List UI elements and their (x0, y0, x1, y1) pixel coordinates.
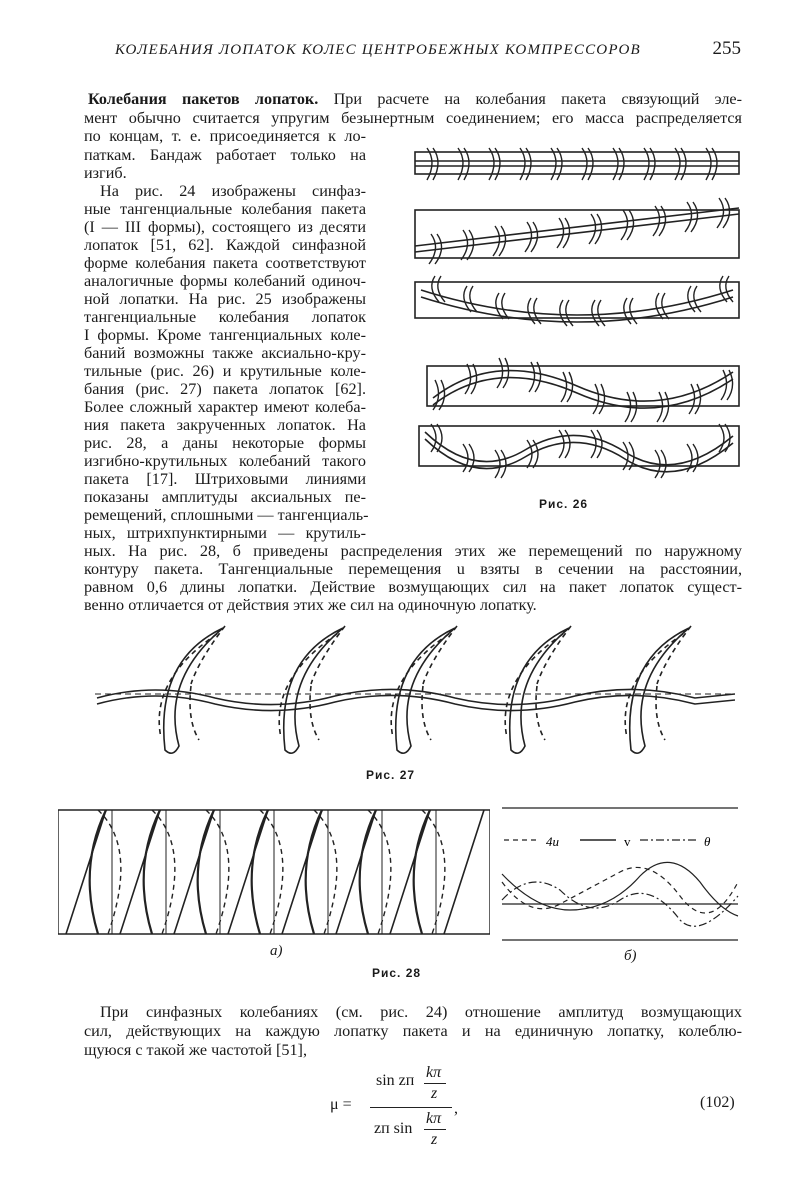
paragraph-line: При синфазных колебаниях (см. рис. 24) отношение амплитуд возмущающих (100, 1003, 742, 1021)
formula-denominator-frac-bar (424, 1129, 446, 1130)
figure-28-caption: Рис. 28 (372, 966, 422, 980)
paragraph-line: пакета [17]. Штриховыми линиями (84, 470, 366, 488)
legend-v-label: v (624, 834, 631, 849)
legend-u-label: 4u (546, 834, 559, 849)
paragraph-line: изгиб. (84, 164, 127, 182)
formula-trailing: , (454, 1100, 458, 1117)
formula-numerator-frac-top: kπ (426, 1064, 442, 1081)
formula-lhs: μ = (330, 1096, 352, 1113)
paragraph-line: рис. 28, а даны некоторые формы (84, 434, 366, 452)
paragraph-line: ные тангенциальные колебания пакета (84, 200, 366, 218)
paragraph-line: по концам, т. е. присоединяется к ло- (84, 127, 366, 145)
paragraph-line: баний возможны также аксиально-кру- (84, 344, 366, 362)
figure-26 (405, 140, 750, 485)
paragraph-line: паткам. Бандаж работает только на (84, 146, 366, 164)
formula-denominator-frac-top: kπ (426, 1110, 442, 1127)
paragraph-line: На рис. 24 изображены синфаз- (100, 182, 366, 200)
paragraph-line: ремещений, сплошными — тангенциаль- (84, 506, 369, 524)
figure-28a-label: а) (270, 943, 283, 959)
paragraph-line: тильные (рис. 26) и крутильные коле- (84, 362, 366, 380)
paragraph-line: показаны амплитуды аксиальных пе- (84, 488, 366, 506)
paragraph-line: контуру пакета. Тангенциальные перемещения u взяты в сечении на расстоянии, (84, 560, 742, 578)
paragraph-line: мент обычно считается упругим безынертным соединением; его масса распределяется (84, 109, 742, 127)
page-number: 255 (712, 38, 741, 59)
running-header (95, 36, 745, 68)
figure-26-caption: Рис. 26 (539, 497, 589, 511)
formula-main-bar (370, 1107, 452, 1108)
paragraph-line: равном 0,6 длины лопатки. Действие возмущающих сил на пакет лопаток сущест- (84, 578, 742, 596)
paragraph-line: аналогичные формы колебаний одиноч- (84, 272, 366, 290)
paragraph-line: форме колебания пакета соответствуют (84, 254, 366, 272)
paragraph-line: Колебания пакетов лопаток. При расчете на колебания пакета связующий эле- (88, 90, 742, 108)
formula-numerator-prefix: sin zп (376, 1072, 415, 1089)
figure-27-caption: Рис. 27 (366, 768, 416, 782)
legend-theta-label: θ (704, 834, 711, 849)
figure-28b-label: б) (624, 948, 637, 964)
paragraph-line: щуюся с такой же частотой [51], (84, 1041, 307, 1059)
paragraph-line: ной лопатки. На рис. 25 изображены (84, 290, 366, 308)
figure-28a (58, 808, 490, 938)
paragraph-line: венно отличается от действия этих же сил на одиночную лопатку. (84, 596, 537, 614)
figure-28b (500, 800, 740, 945)
paragraph-line: I формы. Кроме тангенциальных коле- (84, 326, 366, 344)
paragraph-line: бания (рис. 27) пакета лопаток [62]. (84, 380, 366, 398)
formula-denominator-prefix: zп sin (374, 1120, 413, 1137)
paragraph-line: ния пакета закрученных лопаток. На (84, 416, 366, 434)
formula-numerator-frac-bar (424, 1083, 446, 1084)
figure-27 (95, 620, 735, 760)
paragraph-line: сил, действующих на каждую лопатку пакета и на единичную лопатку, колеблю- (84, 1022, 742, 1040)
paragraph-line: Более сложный характер имеют колеба- (84, 398, 366, 416)
formula-denominator-frac-bottom: z (431, 1131, 438, 1148)
formula-number: (102) (700, 1094, 735, 1111)
paragraph-line: ных. На рис. 28, б приведены распределения этих же перемещений по наружному (84, 542, 742, 560)
paragraph-line: тангенциальные колебания лопаток (84, 308, 366, 326)
paragraph-line: изгибно-крутильных колебаний такого (84, 452, 366, 470)
formula-numerator-frac-bottom: z (431, 1085, 438, 1102)
paragraph-line: (I — III формы), состоящего из десяти (84, 218, 366, 236)
paragraph-line: лопаток [51, 62]. Каждой синфазной (84, 236, 366, 254)
running-title: КОЛЕБАНИЯ ЛОПАТОК КОЛЕС ЦЕНТРОБЕЖНЫХ КОМПРЕССОРОВ (115, 42, 641, 58)
section-heading: Колебания пакетов лопаток. (88, 90, 319, 108)
paragraph-line: ных, штрихпунктирными — крутиль- (84, 524, 366, 542)
